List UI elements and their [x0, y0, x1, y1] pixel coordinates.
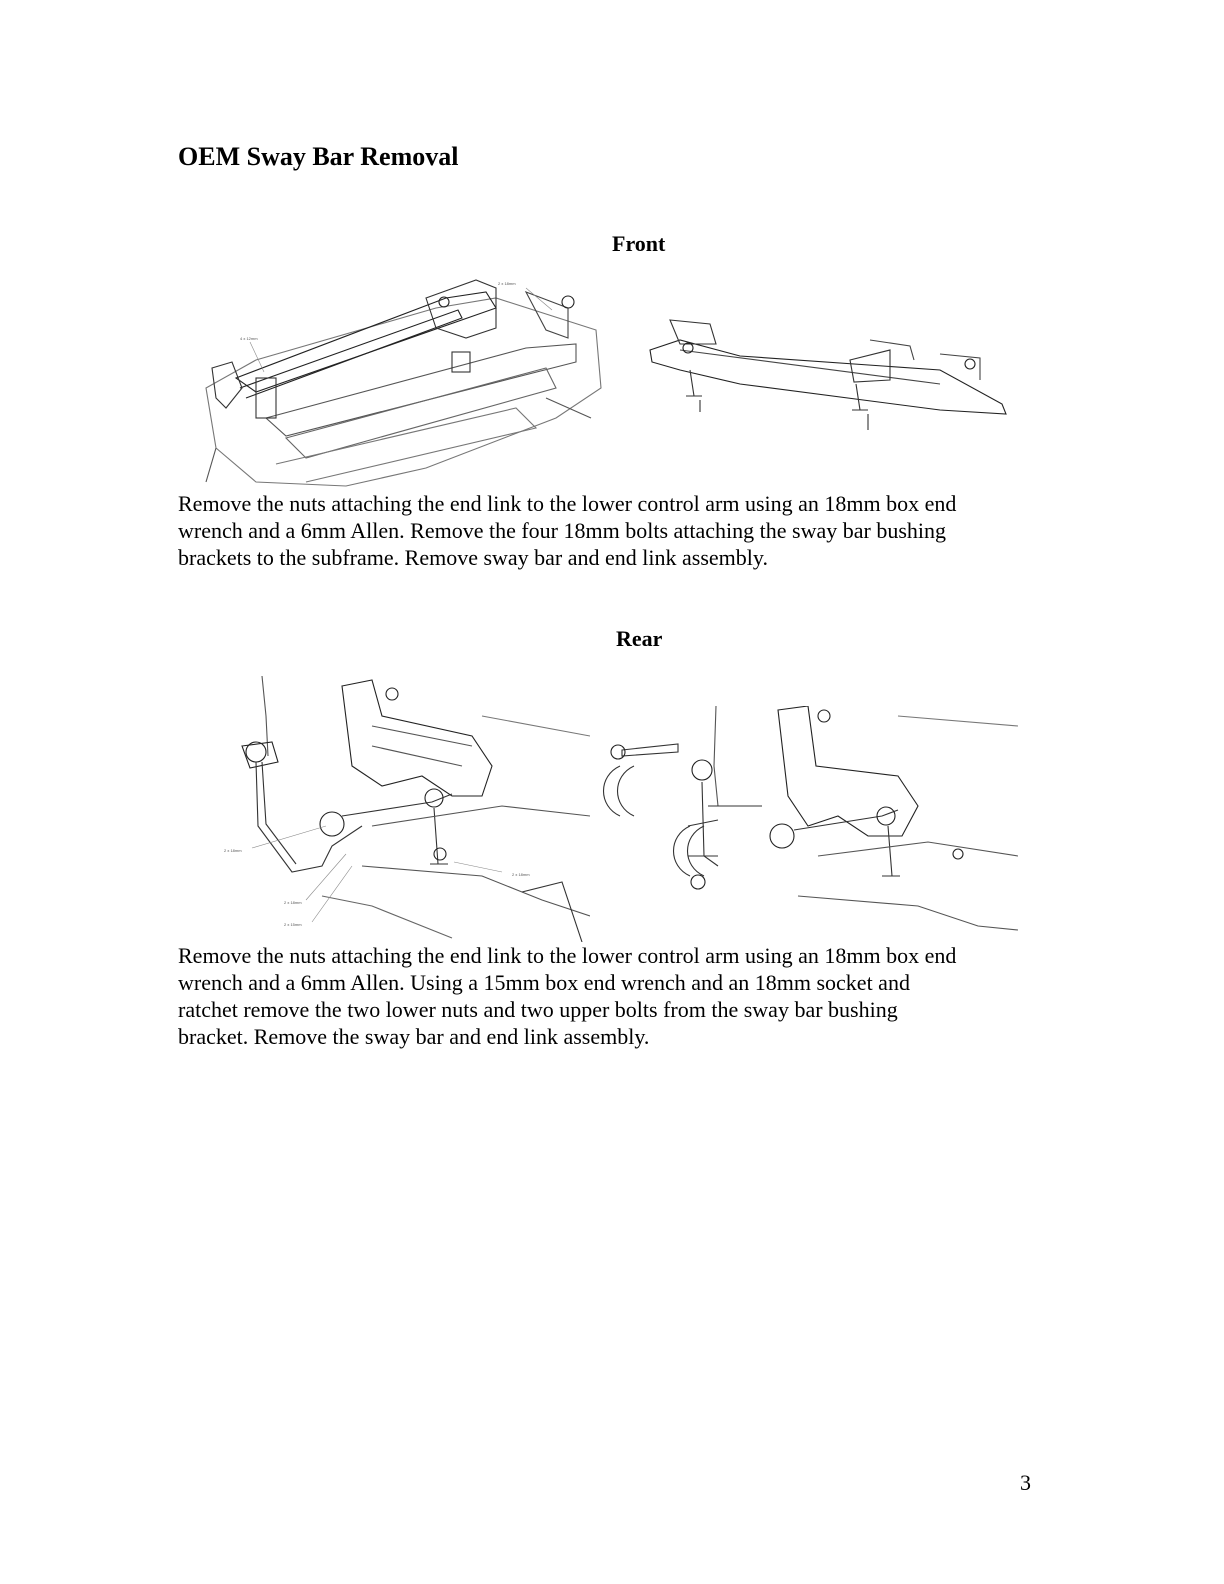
front-label-1: 4 x 12mm [240, 336, 258, 341]
front-sway-bar-illustration [640, 300, 1010, 440]
rear-line-1: Remove the nuts attaching the end link to the lower control arm using an 18mm box end [178, 943, 957, 968]
front-instructions [178, 490, 1038, 571]
front-line-2: wrench and a 6mm Allen. Remove the four 18mm bolts attaching the sway bar bushing [178, 518, 947, 543]
rear-line-2: wrench and a 6mm Allen. Using a 15mm box end wrench and an 18mm socket and [178, 970, 910, 995]
rear-label-3: 2 x 18mm [284, 900, 302, 905]
front-line-1: Remove the nuts attaching the end link to the lower control arm using an 18mm box end [178, 491, 957, 516]
rear-heading: Rear [616, 626, 663, 651]
rear-label-4: 2 x 15mm [284, 922, 302, 927]
page-number: 3 [1020, 1470, 1031, 1495]
front-subframe-illustration [196, 268, 608, 490]
rear-instructions [178, 942, 1038, 1050]
page-title: OEM Sway Bar Removal [178, 142, 459, 171]
front-line-3: brackets to the subframe. Remove sway bar and end link assembly. [178, 545, 768, 570]
front-heading: Front [612, 231, 666, 256]
front-label-2: 2 x 18mm [498, 281, 516, 286]
rear-line-3: ratchet remove the two lower nuts and two upper bolts from the sway bar bushing [178, 997, 898, 1022]
rear-label-2: 2 x 18mm [512, 872, 530, 877]
rear-label-1: 2 x 18mm [224, 848, 242, 853]
rear-assembly-illustration [222, 676, 590, 942]
rear-line-4: bracket. Remove the sway bar and end link assembly. [178, 1024, 650, 1049]
rear-exploded-illustration [598, 706, 1018, 942]
